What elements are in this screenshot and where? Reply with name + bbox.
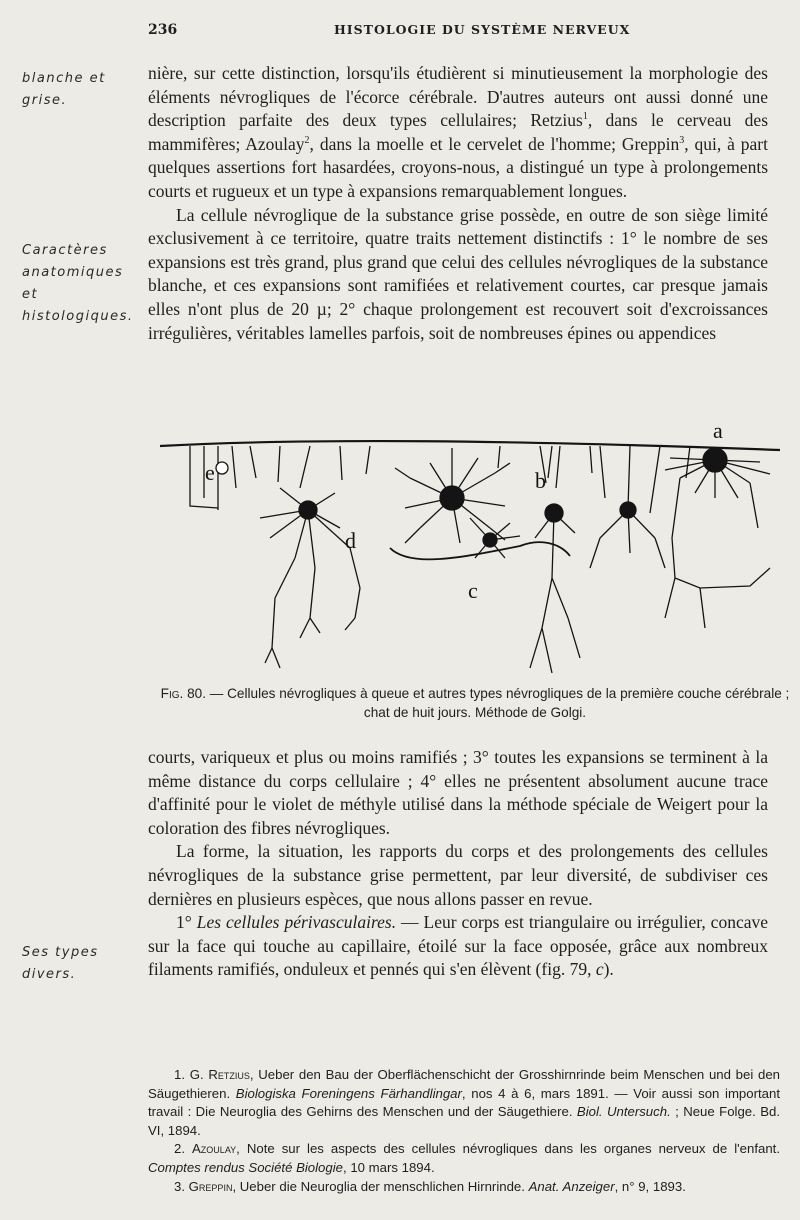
cell-right bbox=[590, 446, 665, 568]
footnote-3: 3. Greppin, Ueber die Neuroglia der menschlichen Hirnrinde. Anat. Anzeiger, n° 9, 1893. bbox=[174, 1178, 686, 1194]
cell-d bbox=[250, 446, 360, 668]
paragraph-3: courts, variqueux et plus ou moins ramifiés ; 3° toutes les expansions se terminent à la même distance du corps cellulaire ; 4° elles ne présentent absolument aucune trace d'affinité pour le violet de méthyle utilisé dans la méthode spéciale de Weigert pour la coloration des fibres névrogliques. bbox=[148, 747, 768, 838]
margin-note-types: Ses types divers. bbox=[22, 945, 99, 982]
body-text-bottom bbox=[148, 746, 768, 982]
figure-label-d: d bbox=[345, 528, 356, 553]
footnotes bbox=[148, 1066, 780, 1196]
figure-label-e: e bbox=[205, 460, 215, 485]
footnote-1: 1. G. Retzius, Ueber den Bau der Oberflächenschicht der Grosshirnrinde beim Menschen und bei den Säugethieren. Biologiska Foreningens Färhandlingar, nos 4 à 6, mars 1891. — Voir aussi son important travail : Die Neuroglia des Gehirns des Menschen und der Säugethiere. Biol. Untersuch. ; Neue Folge. Bd. VI, 1894. bbox=[148, 1067, 780, 1138]
margin-note-caracteres: Caractères anatomiques et histologiques. bbox=[22, 243, 134, 324]
neuroglia-illustration bbox=[160, 418, 780, 686]
body-text-top bbox=[148, 62, 768, 345]
cell-c bbox=[470, 518, 520, 558]
paragraph-2: La cellule névroglique de la substance grise possède, en outre de son siège limité exclusivement à ce territoire, quatre traits nettement distinctifs : 1° le nombre de ses expansions est très grand, plus grand que celui des cellules névrogliques de la substance blanche, et ces expansions sont ramifiées et relativement courtes, car presque jamais elles n'ont plus de 20 µ; 2° chaque prolongement est recouvert soit d'excroissances irrégulières, véritables lamelles parfois, soit de nombreuses épines ou appendices bbox=[148, 204, 768, 343]
cell-a bbox=[665, 448, 770, 628]
paragraph-1: nière, sur cette distinction, lorsqu'ils étudièrent si minutieusement la morphologie des éléments névrogliques de l'écorce cérébrale. D'autres auteurs ont aussi donné une description parfaite des deux types cellulaires; Retzius$^1$, dans le cerveau des mammifères; Azoulay$^2$, dans la moelle et le cervelet de l'homme; Greppin$^3$, qui, à part quelques assertions fort hasardées, croyons-nous, a distingué un type à prolongements courts et rugueux et un type à expansions remarquablement longues. bbox=[148, 63, 769, 201]
paragraph-4: La forme, la situation, les rapports du corps et des prolongements des cellules névrogliques de la substance grise permettent, par leur diversité, de subdiviser ces dernières en plusieurs espèces, que nous allons passer en revue. bbox=[148, 841, 768, 909]
page-header bbox=[0, 22, 800, 44]
figure-caption: Fig. 80. — Cellules névrogliques à queue et autres types névrogliques de la première couche cérébrale ; chat de huit jours. Méthode de Golgi. bbox=[160, 686, 790, 720]
paragraph-5: 1° Les cellules périvasculaires. — Leur corps est triangulaire ou irrégulier, concave sur la face qui touche au capillaire, étoilé sur la face opposée, grâce aux nombreux filaments ramifiés, onduleux et pennés qui s'en élèvent (fig. 79, c). bbox=[148, 912, 769, 980]
margin-note-blanche-grise: blanche et grise. bbox=[22, 71, 106, 108]
cell-center-upper bbox=[395, 448, 510, 543]
footnote-2: 2. Azoulay, Note sur les aspects des cellules névrogliques dans les organes nerveux de l'enfant. Comptes rendus Société Biologie, 10 mars 1894. bbox=[148, 1141, 780, 1175]
figure-label-a: a bbox=[713, 418, 723, 443]
running-head: HISTOLOGIE DU SYSTÈME NERVEUX bbox=[334, 22, 631, 37]
figure-label-c: c bbox=[468, 578, 478, 603]
page-number: 236 bbox=[148, 22, 178, 38]
figure-label-b: b bbox=[535, 468, 546, 493]
figure-80-golgi-drawing bbox=[160, 418, 780, 686]
